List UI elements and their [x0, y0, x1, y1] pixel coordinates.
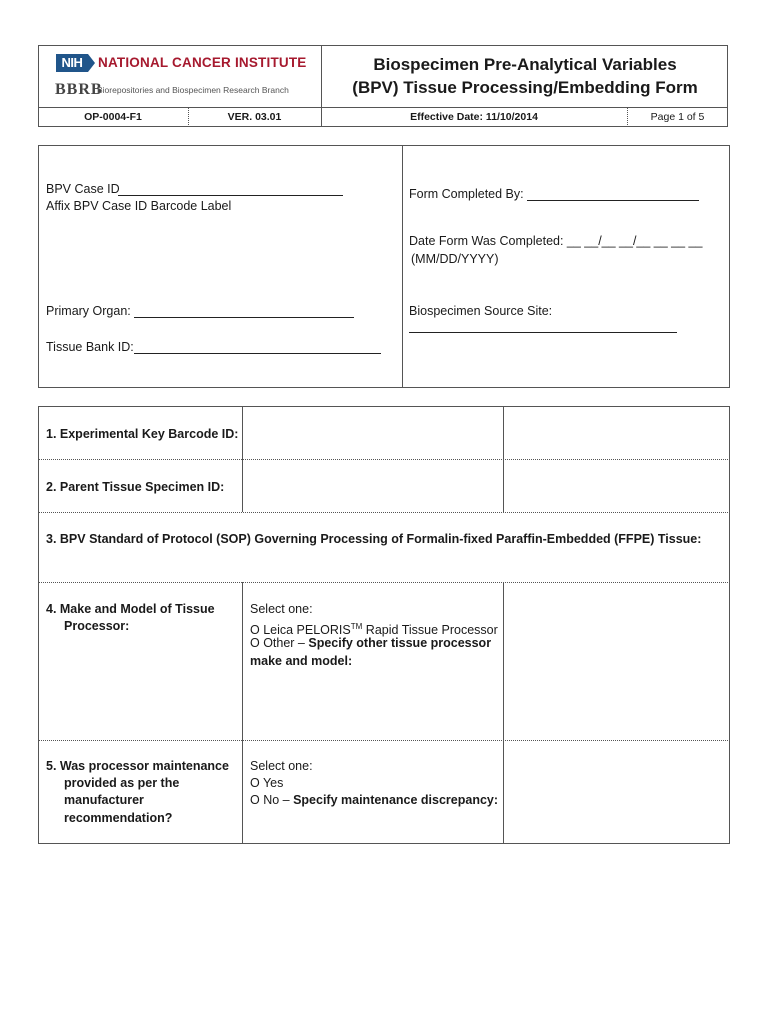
q2-input-cell[interactable]	[243, 460, 502, 511]
q1-input-cell[interactable]	[243, 407, 502, 458]
nih-logo-arrow-icon	[88, 54, 95, 72]
q5-label-line1: 5. Was processor maintenance	[46, 759, 229, 773]
date-format-label: (MM/DD/YYYY)	[411, 252, 499, 266]
q1-label: 1. Experimental Key Barcode ID:	[46, 427, 239, 441]
q4-option-other-specify: Specify other tissue processor	[308, 636, 492, 650]
case-id-field[interactable]	[118, 195, 343, 196]
institute-name: NATIONAL CANCER INSTITUTE	[98, 55, 307, 70]
q5-option-yes[interactable]: O Yes	[250, 776, 284, 790]
q4-option-other-text: O Other –	[250, 636, 309, 650]
barcode-label: Affix BPV Case ID Barcode Label	[46, 199, 232, 213]
case-id-label: BPV Case ID	[46, 182, 120, 196]
bbrb-subtitle: Biorepositories and Biospecimen Research Branch	[97, 85, 289, 95]
completed-by-field[interactable]	[527, 200, 699, 201]
q4-input-cell[interactable]	[504, 583, 729, 739]
case-info-divider	[402, 145, 403, 388]
completed-by-label: Form Completed By:	[409, 187, 524, 201]
q4-option-leica-text2: Rapid Tissue Processor	[362, 623, 498, 638]
form-title-line2: (BPV) Tissue Processing/Embedding Form	[352, 78, 698, 97]
version: VER. 03.01	[227, 111, 282, 123]
primary-organ-field[interactable]	[134, 317, 354, 318]
tissue-bank-label: Tissue Bank ID:	[46, 340, 134, 354]
primary-organ-label: Primary Organ:	[46, 304, 131, 318]
nih-logo: NIH	[56, 54, 88, 72]
q5-input-cell[interactable]	[504, 741, 729, 843]
q5-select-label: Select one:	[250, 759, 313, 773]
form-title-line1: Biospecimen Pre-Analytical Variables	[373, 55, 677, 74]
bbrb-logo: BBRB	[55, 81, 103, 98]
q3-label: 3. BPV Standard of Protocol (SOP) Governing Processing of Formalin-fixed Paraffin-Embedded (FFPE) Tissue:	[46, 532, 702, 546]
q3-input-area[interactable]	[39, 552, 729, 581]
q5-option-no-specify: Specify maintenance discrepancy:	[293, 793, 499, 807]
q4-option-other-specify-line2: make and model:	[250, 654, 353, 668]
q4-option-other[interactable]	[250, 636, 491, 651]
source-site-field[interactable]	[409, 332, 677, 333]
q4-option-leica-text: O Leica PELORIS	[250, 623, 351, 638]
q4-label-line1: 4. Make and Model of Tissue	[46, 602, 215, 616]
q5-label-line3: manufacturer	[64, 793, 144, 807]
q2-label: 2. Parent Tissue Specimen ID:	[46, 480, 225, 494]
q5-option-no-text: O No –	[250, 793, 294, 807]
doc-id: OP-0004-F1	[84, 111, 142, 123]
case-info-box	[38, 145, 730, 388]
tissue-bank-field[interactable]	[134, 353, 381, 354]
effective-date: Effective Date: 11/10/2014	[410, 111, 538, 123]
q5-label-line2: provided as per the	[64, 776, 180, 790]
page-number: Page 1 of 5	[650, 111, 705, 123]
header-row-divider	[38, 107, 728, 108]
q4-select-label: Select one:	[250, 602, 313, 616]
q5-label-line4: recommendation?	[64, 811, 173, 825]
q4-label-line2: Processor:	[64, 619, 130, 633]
date-completed-label[interactable]: Date Form Was Completed: __ __/__ __/__ __ __ __	[409, 234, 703, 248]
q5-option-no[interactable]	[250, 793, 498, 808]
source-site-label: Biospecimen Source Site:	[409, 304, 553, 318]
trademark-mark: TM	[350, 622, 363, 631]
